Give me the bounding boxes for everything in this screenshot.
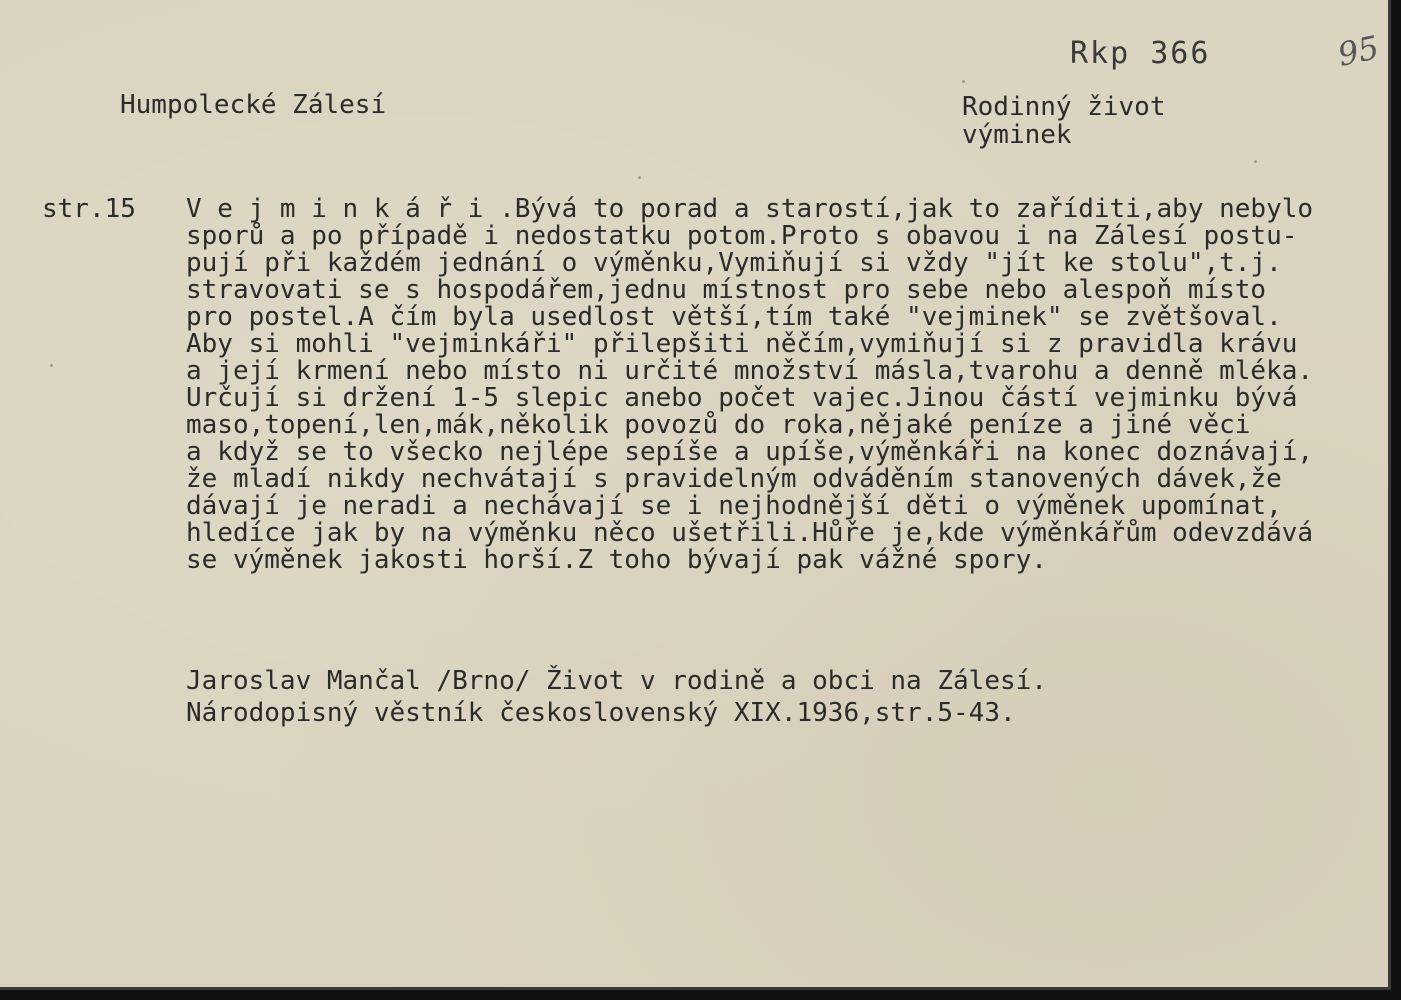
page-reference: str.15 (42, 194, 136, 224)
body-line: pují při každém jednání o výměnku,Vymiňují si vždy "jít ke stolu",t.j. (186, 248, 1282, 278)
topic-heading-line1: Rodinný život (962, 92, 1166, 122)
citation-line1: Jaroslav Mančal /Brno/ Život v rodině a obci na Zálesí. (186, 666, 1047, 696)
handwritten-page-number: 95 (1334, 28, 1383, 74)
body-line: Aby si mohli "vejminkáři" přilepšiti něčím,vymiňují si z pravidla krávu (186, 329, 1298, 359)
paper-speck (50, 364, 53, 367)
paper-speck (962, 80, 965, 83)
body-line: a když se to všecko nejlépe sepíše a upíše,výměnkáři na konec doznávají, (186, 437, 1314, 467)
body-line: hledíce jak by na výměnku něco ušetřili.Hůře je,kde výměnkářům odevzdává (186, 518, 1314, 548)
body-line: se výměnek jakosti horší.Z toho bývají pak vážné spory. (186, 545, 1047, 575)
region-heading: Humpolecké Zálesí (120, 90, 387, 120)
citation-line2: Národopisný věstník československý XIX.1936,str.5-43. (186, 698, 1016, 728)
body-line: Určují si držení 1-5 slepic anebo počet vajec.Jinou částí vejminku bývá (186, 383, 1298, 413)
body-line: a její krmení nebo místo ni určité množství másla,tvarohu a denně mléka. (186, 356, 1314, 386)
shelfmark-number: Rkp 366 (1070, 36, 1211, 71)
entry-body-text (186, 196, 1313, 574)
paper-speck (638, 176, 641, 179)
body-line: stravovati se s hospodářem,jednu místnost pro sebe nebo alespoň místo (186, 275, 1267, 305)
body-line: maso,topení,len,mák,několik povozů do roka,nějaké peníze a jiné věci (186, 410, 1251, 440)
topic-heading-line2: výminek (962, 120, 1072, 150)
body-line: pro postel.A čím byla usedlost větší,tím také "vejminek" se zvětšoval. (186, 302, 1282, 332)
body-line: dávají je neradi a nechávají se i nejhodnější děti o výměnek upomínat, (186, 491, 1282, 521)
body-line: sporů a po případě i nedostatku potom.Proto s obavou i na Zálesí postu- (186, 221, 1298, 251)
body-line: V e j m i n k á ř i .Bývá to porad a starostí,jak to zaříditi,aby nebylo (186, 194, 1314, 224)
body-line: že mladí nikdy nechvátají s pravidelným odváděním stanovených dávek,že (186, 464, 1282, 494)
paper-speck (1254, 160, 1257, 163)
